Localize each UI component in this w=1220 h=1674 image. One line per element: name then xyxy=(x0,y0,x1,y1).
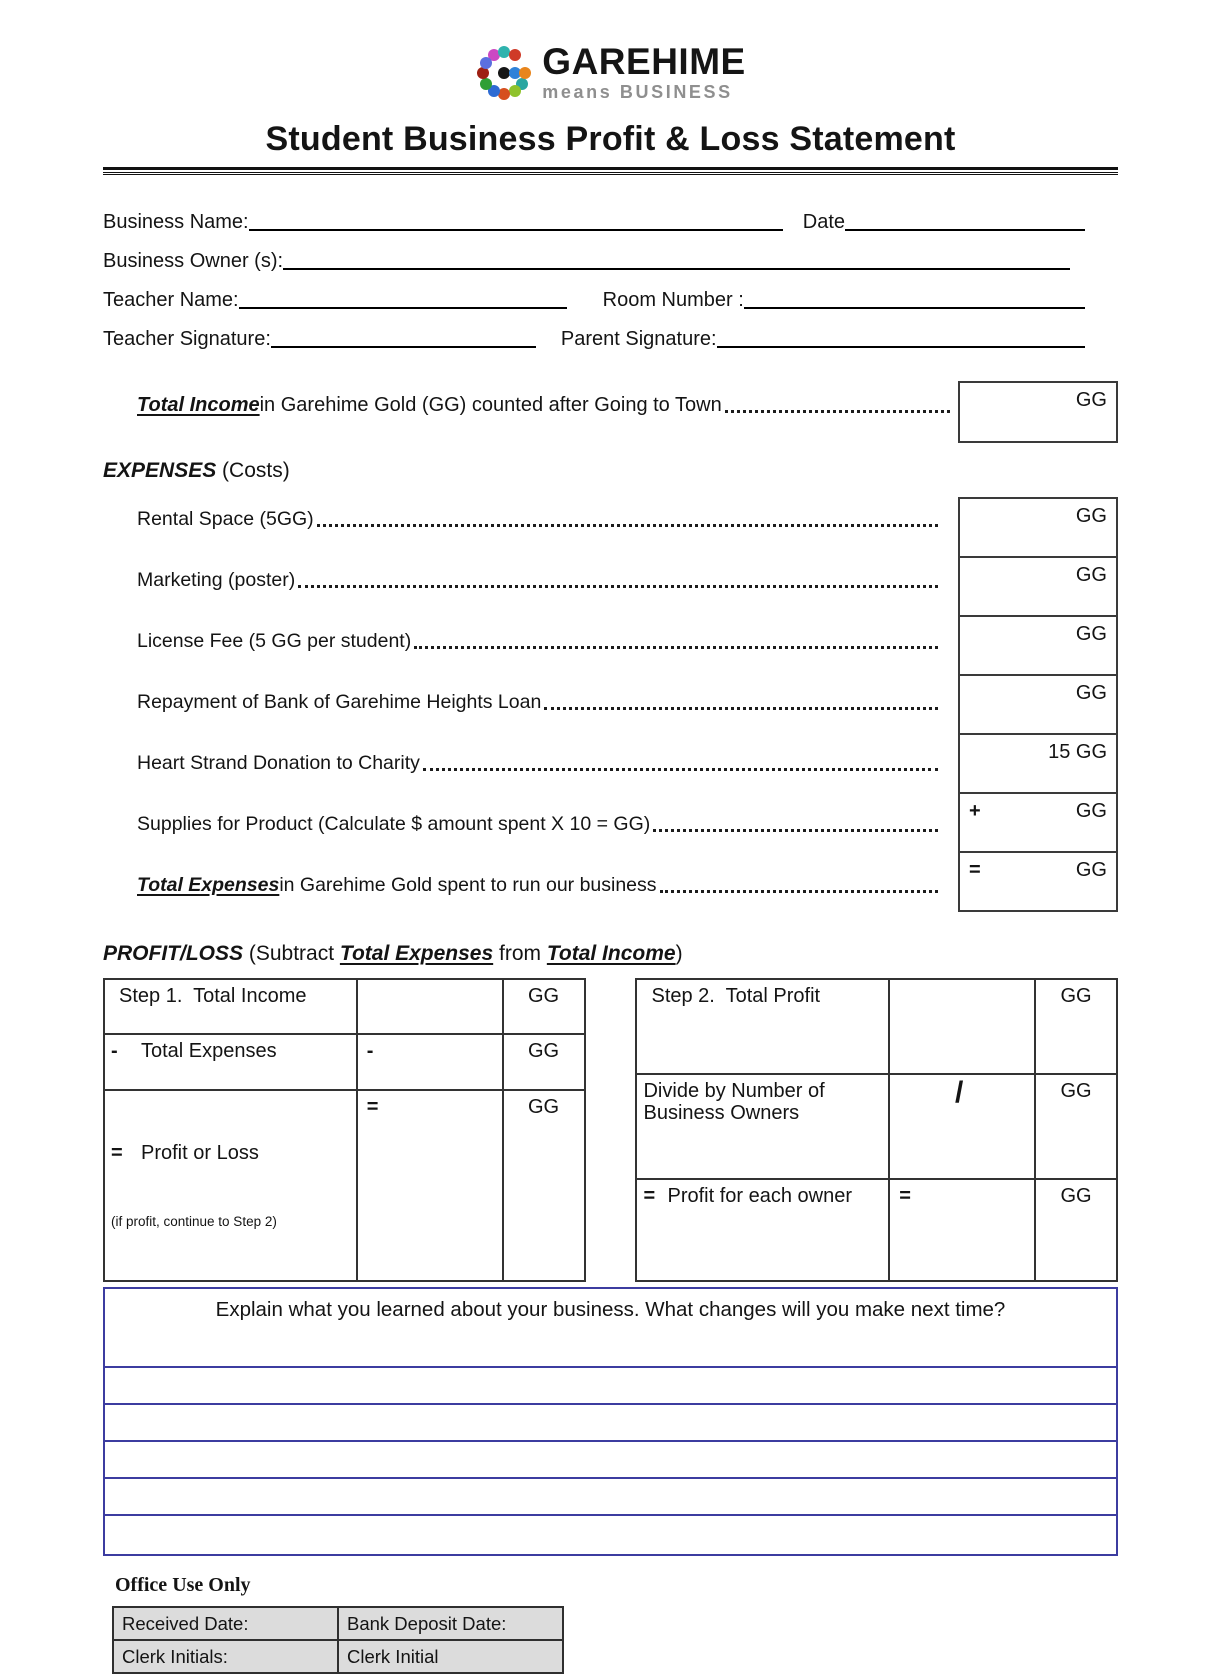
dotted-leader xyxy=(544,707,938,710)
expense-label: Marketing (poster) xyxy=(137,569,296,591)
expense-labels xyxy=(103,497,958,924)
room-number-label: Room Number : xyxy=(602,289,744,311)
step1-row1-input[interactable] xyxy=(357,979,503,1034)
total-income-label: Total Income xyxy=(137,394,260,416)
garehime-dots-icon xyxy=(475,44,533,102)
teacher-name-field[interactable] xyxy=(239,307,567,309)
teacher-signature-label: Teacher Signature: xyxy=(103,328,271,350)
dotted-leader xyxy=(298,585,938,588)
step2-row3-label: Profit for each owner xyxy=(667,1185,853,1208)
equals-symbol: = xyxy=(969,859,981,881)
dotted-leader xyxy=(317,524,938,527)
expense-label: License Fee (5 GG per student) xyxy=(137,630,412,652)
gg-unit: GG xyxy=(1075,564,1107,586)
step1-row3-input[interactable]: = xyxy=(357,1090,503,1281)
gg-box-total-expenses[interactable] xyxy=(958,851,1118,912)
teacher-name-label: Teacher Name: xyxy=(103,289,239,311)
gg-unit: GG xyxy=(1075,682,1107,704)
gg-unit: GG xyxy=(1075,623,1107,645)
writing-line[interactable] xyxy=(105,1366,1116,1403)
total-expenses-label: Total Expenses xyxy=(137,874,280,896)
pl-total-expenses: Total Expenses xyxy=(339,942,494,965)
expenses-table xyxy=(103,497,1118,924)
step1-row1-unit: GG xyxy=(503,979,585,1034)
business-name-label: Business Name: xyxy=(103,211,249,233)
minus-symbol: - xyxy=(111,1040,118,1062)
teacher-signature-field[interactable] xyxy=(271,346,536,348)
date-field[interactable] xyxy=(845,229,1085,231)
step1-row3-label: Profit or Loss xyxy=(141,1142,259,1164)
writing-line[interactable] xyxy=(105,1514,1116,1554)
clerk-initial-cell[interactable] xyxy=(338,1640,563,1673)
step1-row2-unit: GG xyxy=(503,1034,585,1090)
garehime-logo xyxy=(103,36,1118,110)
gg-box-loan[interactable] xyxy=(958,674,1118,735)
writing-line[interactable] xyxy=(105,1477,1116,1514)
equals-symbol: = xyxy=(643,1185,656,1208)
clerk-initials-label: Clerk Initials: xyxy=(122,1645,228,1667)
bank-deposit-date-label: Bank Deposit Date: xyxy=(347,1612,507,1634)
plus-symbol: + xyxy=(969,800,981,822)
profit-loss-word: PROFIT/LOSS xyxy=(103,942,244,965)
dotted-leader xyxy=(423,768,938,771)
expense-label: Rental Space (5GG) xyxy=(137,508,314,530)
gg-unit: GG xyxy=(1075,389,1107,411)
step-tables xyxy=(103,978,1118,1282)
total-income-gg-box[interactable] xyxy=(958,381,1118,443)
step2-row1-label: Step 2. Total Profit xyxy=(636,979,889,1074)
writing-line[interactable] xyxy=(105,1403,1116,1440)
total-expenses-text: in Garehime Gold spent to run our business xyxy=(279,874,657,896)
equals-symbol: = xyxy=(111,1142,123,1164)
page-title: Student Business Profit & Loss Statement xyxy=(265,120,956,158)
dotted-leader xyxy=(660,890,938,893)
dotted-leader xyxy=(725,410,950,413)
pl-seg: ) xyxy=(675,942,683,965)
gg-box-supplies[interactable] xyxy=(958,792,1118,853)
business-owner-field[interactable] xyxy=(283,268,1070,270)
expense-label: Heart Strand Donation to Charity xyxy=(137,752,420,774)
expense-gg-column xyxy=(958,497,1118,924)
gg-box-license[interactable] xyxy=(958,615,1118,676)
expenses-heading-word: EXPENSES xyxy=(103,459,217,482)
step2-row2-label: Divide by Number of Business Owners xyxy=(636,1074,889,1180)
gg-value: 15 GG xyxy=(1048,741,1107,763)
gg-unit: GG xyxy=(1075,859,1107,881)
step1-table xyxy=(103,978,586,1282)
clerk-initial-label: Clerk Initial xyxy=(347,1645,439,1667)
step1-row2-input[interactable]: - xyxy=(357,1034,503,1090)
room-number-field[interactable] xyxy=(744,307,1085,309)
step1-row2-label: Total Expenses xyxy=(141,1040,277,1062)
expense-label: Repayment of Bank of Garehime Heights Loan xyxy=(137,691,542,713)
received-date-cell[interactable] xyxy=(113,1607,338,1640)
parent-signature-label: Parent Signature: xyxy=(560,328,717,350)
explain-box xyxy=(103,1287,1118,1556)
expenses-heading xyxy=(103,459,1118,483)
step2-row1-input[interactable] xyxy=(889,979,1035,1074)
office-use-table xyxy=(112,1606,564,1674)
brand-tagline: means BUSINESS xyxy=(542,82,733,102)
expense-label: Supplies for Product (Calculate $ amount spent X 10 = GG) xyxy=(137,813,651,835)
total-income-text: in Garehime Gold (GG) counted after Going to Town xyxy=(259,394,722,416)
step1-row3-unit: GG xyxy=(503,1090,585,1281)
step2-row1-unit: GG xyxy=(1035,979,1117,1074)
step2-row3-unit: GG xyxy=(1035,1179,1117,1281)
dotted-leader xyxy=(414,646,938,649)
pl-total-income: Total Income xyxy=(546,942,676,965)
parent-signature-field[interactable] xyxy=(717,346,1085,348)
total-income-row xyxy=(103,381,1118,443)
business-owner-label: Business Owner (s): xyxy=(103,250,284,272)
bank-deposit-date-cell[interactable] xyxy=(338,1607,563,1640)
gg-unit: GG xyxy=(1075,800,1107,822)
business-name-field[interactable] xyxy=(249,229,783,231)
date-label: Date xyxy=(802,211,845,233)
header-fields xyxy=(103,195,1118,351)
profit-loss-heading xyxy=(103,942,1118,966)
step2-table xyxy=(635,978,1118,1282)
step1-row1-label: Step 1. Total Income xyxy=(104,979,357,1034)
received-date-label: Received Date: xyxy=(122,1612,249,1634)
expenses-heading-rest: (Costs) xyxy=(216,459,290,482)
pl-seg: (Subtract xyxy=(243,942,340,965)
gg-box-charity[interactable] xyxy=(958,733,1118,794)
dotted-leader xyxy=(653,829,938,832)
title-rule xyxy=(103,167,1118,175)
clerk-initials-cell[interactable] xyxy=(113,1640,338,1673)
step2-row2-unit: GG xyxy=(1035,1074,1117,1180)
office-use-heading: Office Use Only xyxy=(115,1574,251,1596)
logo-text xyxy=(542,43,745,103)
gg-unit: GG xyxy=(1075,505,1107,527)
gg-box-marketing[interactable] xyxy=(958,556,1118,617)
step2-row3-input[interactable]: = xyxy=(889,1179,1035,1281)
writing-line[interactable] xyxy=(105,1440,1116,1477)
pl-seg: from xyxy=(493,942,547,965)
brand-name: GAREHIME xyxy=(542,41,746,82)
explain-prompt: Explain what you learned about your business. What changes will you make next time? xyxy=(215,1298,1006,1321)
step1-note: (if profit, continue to Step 2) xyxy=(111,1214,277,1229)
divide-symbol[interactable]: / xyxy=(889,1074,1035,1180)
gg-box-rental[interactable] xyxy=(958,497,1118,558)
